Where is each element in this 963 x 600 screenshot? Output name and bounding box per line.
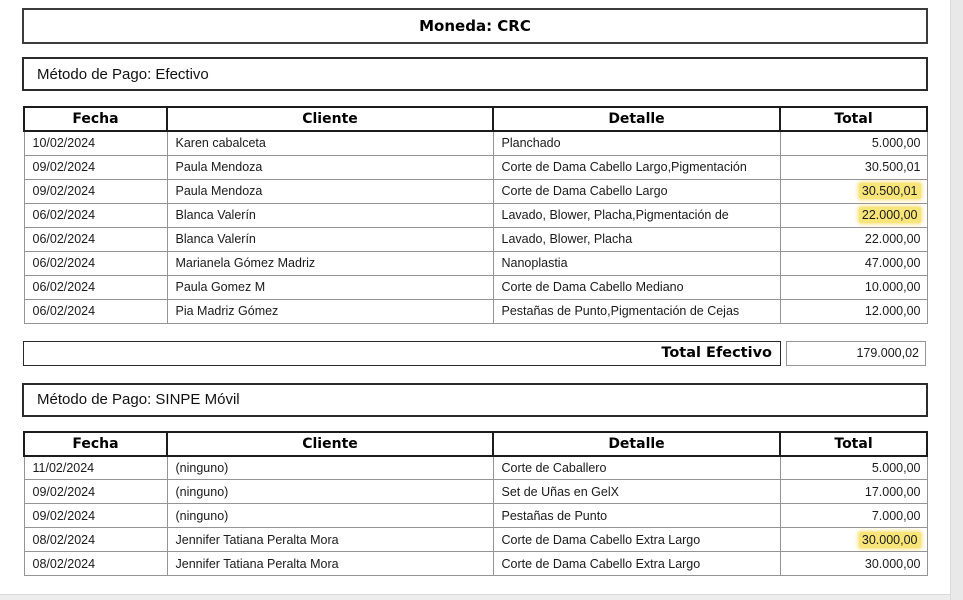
table-row [24,480,927,504]
horizontal-scrollbar[interactable] [0,594,950,600]
cell-fecha: 09/02/2024 [24,504,167,528]
cell-cliente: Jennifer Tatiana Peralta Mora [167,552,493,576]
column-header-fecha: Fecha [24,107,167,131]
cell-fecha: 06/02/2024 [24,227,167,251]
table-row [24,504,927,528]
currency-title: Moneda: CRC [419,17,531,35]
cell-detalle: Pestañas de Punto,Pigmentación de Cejas [493,299,780,323]
column-header-fecha: Fecha [24,432,167,456]
column-header-detalle: Detalle [493,432,780,456]
cell-total [780,552,927,576]
cell-cliente: (ninguno) [167,504,493,528]
cell-total [780,456,927,480]
cell-total [780,528,927,552]
total-value: 7.000,00 [871,508,921,523]
highlighted-total-value: 30.500,01 [859,183,921,199]
cell-fecha: 06/02/2024 [24,299,167,323]
payment-method-label: Método de Pago: Efectivo [37,65,209,83]
table-row [24,155,927,179]
cell-detalle: Corte de Dama Cabello Largo,Pigmentación [493,155,780,179]
cell-cliente: (ninguno) [167,456,493,480]
total-value: 30.000,00 [864,556,921,571]
total-value: 10.000,00 [864,280,921,294]
section-total-row [23,341,948,366]
cell-cliente: Blanca Valerín [167,227,493,251]
cell-cliente: Paula Mendoza [167,155,493,179]
cell-cliente: Paula Gomez M [167,275,493,299]
cell-total [780,275,927,299]
cell-fecha: 11/02/2024 [24,456,167,480]
highlighted-total-value: 22.000,00 [859,207,921,223]
total-label: Total Efectivo [661,345,772,361]
cell-detalle: Corte de Dama Cabello Extra Largo [493,528,780,552]
total-value: 47.000,00 [864,256,921,270]
table-row [24,251,927,275]
cell-detalle: Planchado [493,131,780,155]
cell-fecha: 08/02/2024 [24,552,167,576]
cell-cliente: Paula Mendoza [167,179,493,203]
cell-fecha: 09/02/2024 [24,179,167,203]
cell-total [780,251,927,275]
table-row [24,552,927,576]
table-row [24,179,927,203]
total-value: 17.000,00 [864,484,921,499]
cell-detalle: Lavado, Blower, Placha,Pigmentación de [493,203,780,227]
table-row [24,203,927,227]
table-row [24,299,927,323]
cell-cliente: Pia Madriz Gómez [167,299,493,323]
total-value: 5.000,00 [871,460,921,475]
column-header-total: Total [780,432,927,456]
total-value: 5.000,00 [871,136,921,151]
cell-fecha: 10/02/2024 [24,131,167,155]
cell-cliente: Blanca Valerín [167,203,493,227]
cell-cliente: Jennifer Tatiana Peralta Mora [167,528,493,552]
column-header-cliente: Cliente [167,432,493,456]
cell-detalle: Nanoplastia [493,251,780,275]
table-header [24,432,927,456]
cell-total [780,131,927,155]
cell-fecha: 06/02/2024 [24,275,167,299]
cell-detalle: Corte de Caballero [493,456,780,480]
total-value: 30.500,01 [864,160,921,174]
table-row [24,528,927,552]
cell-total [780,299,927,323]
vertical-scrollbar[interactable] [950,0,963,600]
cell-detalle: Corte de Dama Cabello Mediano [493,275,780,299]
cell-cliente: (ninguno) [167,480,493,504]
cell-fecha: 09/02/2024 [24,480,167,504]
cell-fecha: 09/02/2024 [24,155,167,179]
cell-fecha: 06/02/2024 [24,251,167,275]
cell-total [780,504,927,528]
table-row [24,131,927,155]
cell-detalle: Lavado, Blower, Placha [493,227,780,251]
highlighted-total-value: 30.000,00 [859,532,921,548]
cell-detalle: Corte de Dama Cabello Largo [493,179,780,203]
efectivo-table [23,106,928,324]
total-value: 22.000,00 [864,232,921,246]
cell-total [780,155,927,179]
cell-fecha: 08/02/2024 [24,528,167,552]
table-header-row [24,432,927,456]
cell-total [780,480,927,504]
payment-method-header-sinpe [22,383,928,417]
table-row [24,275,927,299]
payment-method-label: Método de Pago: SINPE Móvil [37,391,240,408]
total-value: 12.000,00 [864,304,921,318]
cell-total [780,179,927,203]
table-header [24,107,927,131]
cell-detalle: Pestañas de Punto [493,504,780,528]
cell-cliente: Karen cabalceta [167,131,493,155]
sinpe-table [23,431,928,577]
total-value: 179.000,02 [856,346,919,360]
column-header-total: Total [780,107,927,131]
table-header-row [24,107,927,131]
total-value-box [786,341,926,366]
currency-header-box [22,8,928,44]
cell-detalle: Set de Uñas en GelX [493,480,780,504]
cell-detalle: Corte de Dama Cabello Extra Largo [493,552,780,576]
cell-fecha: 06/02/2024 [24,203,167,227]
cell-cliente: Marianela Gómez Madriz [167,251,493,275]
cell-total [780,203,927,227]
cell-total [780,227,927,251]
total-label-box [23,341,781,366]
payment-method-header-efectivo [22,57,928,91]
column-header-cliente: Cliente [167,107,493,131]
column-header-detalle: Detalle [493,107,780,131]
table-row [24,456,927,480]
table-row [24,227,927,251]
